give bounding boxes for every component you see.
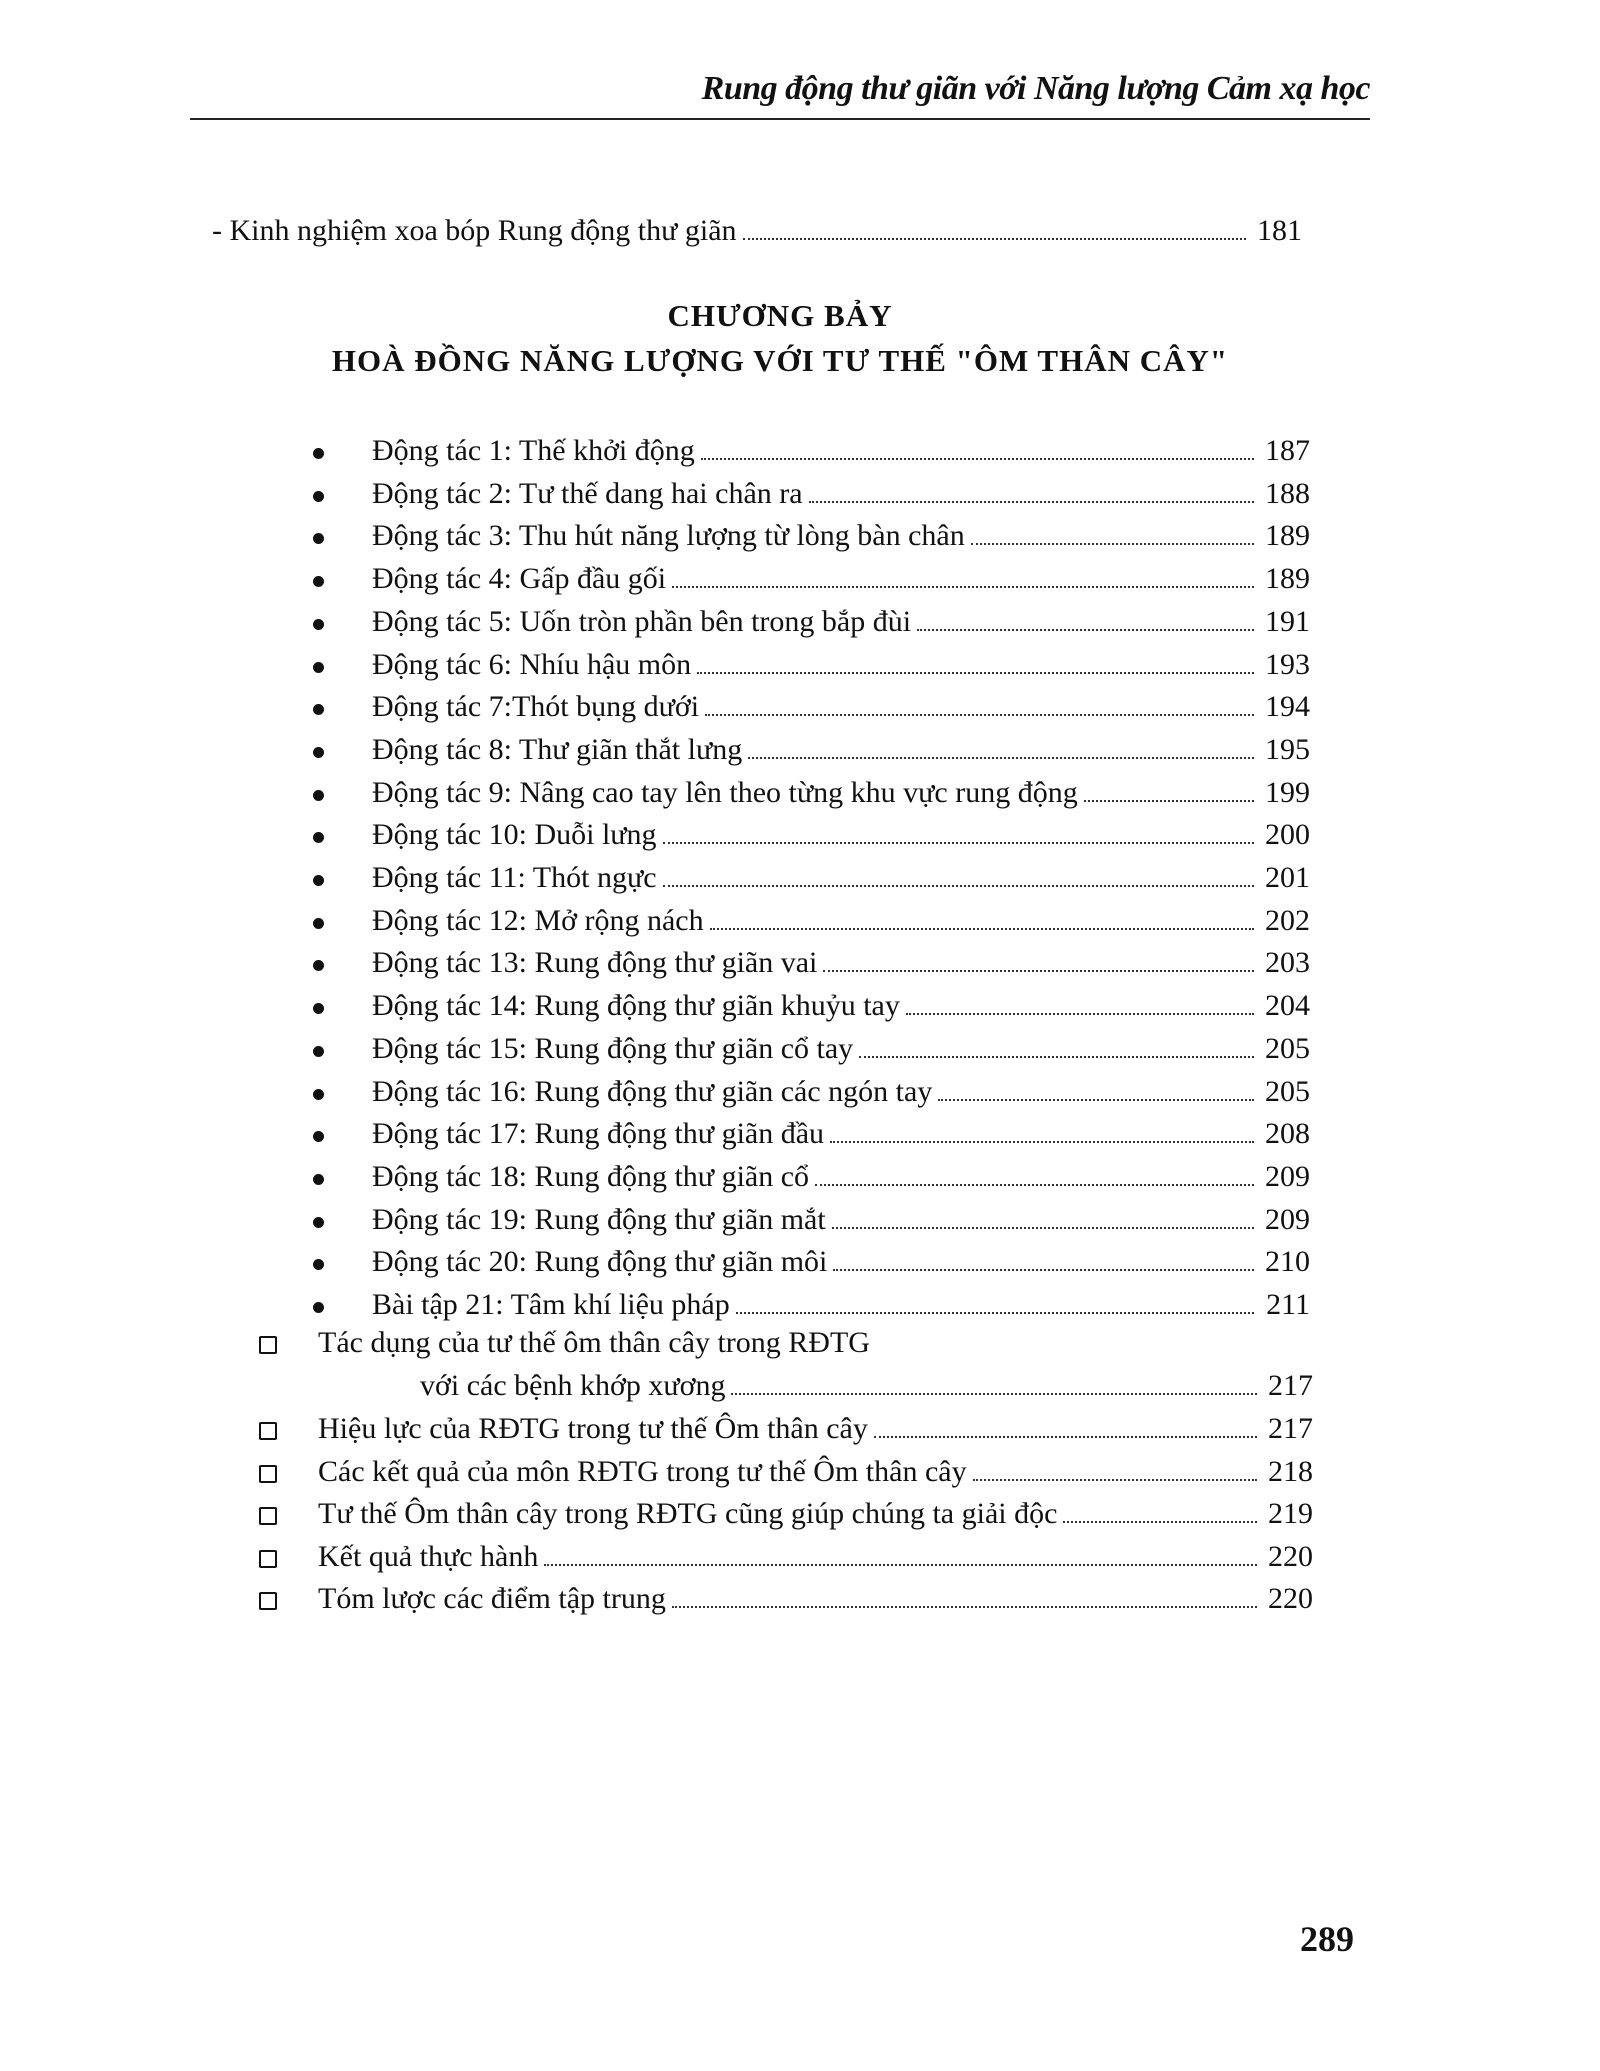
toc-entry <box>372 1075 1310 1109</box>
toc-entry-page: 187 <box>1265 434 1310 467</box>
running-header: Rung động thư giãn với Năng lượng Cảm xạ học <box>701 70 1370 107</box>
toc-entry-label: Động tác 1: Thế khởi động <box>372 434 695 467</box>
chapter-number-title: CHƯƠNG BẢY <box>667 298 893 333</box>
toc-entry <box>372 818 1310 852</box>
toc-entry-page: 204 <box>1265 989 1310 1022</box>
toc-entry-page: 220 <box>1268 1540 1313 1573</box>
toc-entry <box>372 434 1310 468</box>
toc-entry <box>372 690 1310 724</box>
page-number: 289 <box>1300 1919 1354 1959</box>
toc-entry <box>372 605 1310 639</box>
bullet-marker <box>313 1003 324 1014</box>
toc-entry-page: 195 <box>1265 733 1310 766</box>
toc-entry-label: với các bệnh khớp xương <box>420 1369 726 1402</box>
bullet-marker <box>313 448 324 459</box>
toc-entry <box>372 1245 1310 1279</box>
toc-entry-label: Kết quả thực hành <box>318 1540 539 1573</box>
dot-leader <box>815 1184 1254 1186</box>
toc-entry-page: 208 <box>1265 1117 1310 1150</box>
toc-entry-page: 199 <box>1265 776 1310 809</box>
toc-entry <box>372 946 1310 980</box>
bullet-marker <box>313 1302 324 1313</box>
toc-entry <box>318 1540 1313 1574</box>
toc-entry <box>372 519 1310 553</box>
dot-leader <box>705 714 1254 716</box>
toc-entry-multiline-second <box>420 1369 1313 1403</box>
toc-entry-label: Động tác 7:Thót bụng dưới <box>372 690 700 723</box>
toc-entry-label: Động tác 4: Gấp đầu gối <box>372 562 667 595</box>
toc-entry-page: 202 <box>1265 904 1310 937</box>
toc-entry <box>318 1582 1313 1616</box>
toc-entry-page: 189 <box>1265 562 1310 595</box>
toc-entry <box>318 1455 1313 1489</box>
checkbox-marker <box>259 1465 277 1483</box>
toc-entry-label: Động tác 2: Tư thế dang hai chân ra <box>372 477 803 510</box>
bullet-marker <box>313 619 324 630</box>
toc-entry-page: 205 <box>1265 1032 1310 1065</box>
toc-entry-label: Động tác 3: Thu hút năng lượng từ lòng bàn chân <box>372 519 965 552</box>
toc-entry <box>372 1160 1310 1194</box>
toc-entry-page: 193 <box>1265 648 1310 681</box>
bullet-marker <box>313 960 324 971</box>
toc-entry-page: 217 <box>1268 1369 1313 1402</box>
dot-leader <box>663 842 1254 844</box>
dot-leader <box>731 1393 1257 1395</box>
toc-entry-label: Động tác 12: Mở rộng nách <box>372 904 704 937</box>
toc-entry <box>372 1203 1310 1237</box>
toc-entry-page: 200 <box>1265 818 1310 851</box>
header-rule <box>190 118 1370 120</box>
bullet-marker <box>313 491 324 502</box>
toc-entry-label: Động tác 18: Rung động thư giãn cổ <box>372 1160 810 1193</box>
checkbox-marker <box>259 1550 277 1568</box>
bullet-marker <box>313 747 324 758</box>
toc-entry-label: Động tác 17: Rung động thư giãn đầu <box>372 1117 825 1150</box>
toc-entry-label: Động tác 13: Rung động thư giãn vai <box>372 946 818 979</box>
toc-entry-page: 211 <box>1266 1288 1310 1321</box>
bullet-marker <box>313 790 324 801</box>
bullet-marker <box>313 918 324 929</box>
bullet-marker <box>313 1131 324 1142</box>
toc-entry <box>372 989 1310 1023</box>
dot-leader <box>710 928 1254 930</box>
toc-entry-label: Bài tập 21: Tâm khí liệu pháp <box>372 1288 730 1321</box>
dot-leader <box>823 970 1254 972</box>
checkbox-marker <box>259 1422 277 1440</box>
toc-entry <box>318 1497 1313 1531</box>
toc-entry-page: 220 <box>1268 1582 1313 1615</box>
dot-leader <box>743 238 1246 240</box>
dot-leader <box>830 1141 1254 1143</box>
dot-leader <box>1063 1521 1257 1523</box>
toc-entry-page: 203 <box>1265 946 1310 979</box>
toc-entry-page: 218 <box>1268 1455 1313 1488</box>
dot-leader <box>748 757 1254 759</box>
bullet-marker <box>313 832 324 843</box>
bullet-marker <box>313 576 324 587</box>
bullet-marker <box>313 1174 324 1185</box>
dot-leader <box>938 1099 1254 1101</box>
toc-entry <box>372 861 1310 895</box>
chapter-title: HOÀ ĐỒNG NĂNG LƯỢNG VỚI TƯ THẾ "ÔM THÂN CÂY" <box>331 343 1229 378</box>
checkbox-marker <box>259 1507 277 1525</box>
toc-entry-page: 188 <box>1265 477 1310 510</box>
dot-leader <box>1084 800 1254 802</box>
toc-entry <box>372 776 1310 810</box>
dot-leader <box>736 1312 1254 1314</box>
bullet-marker <box>313 1089 324 1100</box>
toc-entry-page: 217 <box>1268 1412 1313 1445</box>
toc-entry-label: Động tác 16: Rung động thư giãn các ngón tay <box>372 1075 933 1108</box>
toc-entry-label: Động tác 14: Rung động thư giãn khuỷu tay <box>372 989 900 1022</box>
bullet-marker <box>313 533 324 544</box>
dot-leader <box>833 1269 1254 1271</box>
toc-entry-label: Các kết quả của môn RĐTG trong tư thế Ôm thân cây <box>318 1455 967 1488</box>
toc-entry-label: Hiệu lực của RĐTG trong tư thế Ôm thân cây <box>318 1412 868 1445</box>
toc-entry <box>372 562 1310 596</box>
toc-entry-page: 219 <box>1268 1497 1313 1530</box>
toc-entry-page: 191 <box>1265 605 1310 638</box>
toc-entry-label: Động tác 6: Nhíu hậu môn <box>372 648 692 681</box>
toc-entry-label: Động tác 20: Rung động thư giãn môi <box>372 1245 828 1278</box>
toc-entry <box>372 1117 1310 1151</box>
toc-entry <box>372 733 1310 767</box>
bullet-marker <box>313 1217 324 1228</box>
toc-entry-label: - Kinh nghiệm xoa bóp Rung động thư giãn <box>212 214 737 247</box>
toc-entry-page: 181 <box>1257 214 1302 247</box>
bullet-marker <box>313 1259 324 1270</box>
dot-leader <box>917 629 1254 631</box>
bullet-marker <box>313 704 324 715</box>
toc-entry-page: 209 <box>1265 1160 1310 1193</box>
toc-entry-page: 189 <box>1265 519 1310 552</box>
dot-leader <box>672 586 1254 588</box>
dot-leader <box>971 543 1254 545</box>
toc-entry-label: Động tác 8: Thư giãn thắt lưng <box>372 733 743 766</box>
toc-entry-label: Tóm lược các điểm tập trung <box>318 1582 666 1615</box>
toc-entry-label: Động tác 15: Rung động thư giãn cổ tay <box>372 1032 854 1065</box>
toc-entry-page: 205 <box>1265 1075 1310 1108</box>
dot-leader <box>672 1606 1257 1608</box>
toc-entry-label: Động tác 19: Rung động thư giãn mắt <box>372 1203 826 1236</box>
toc-entry-label: Động tác 5: Uốn tròn phần bên trong bắp đùi <box>372 605 912 638</box>
toc-entry-label: Tư thế Ôm thân cây trong RĐTG cũng giúp chúng ta giải độc <box>318 1497 1058 1530</box>
toc-entry <box>372 1032 1310 1066</box>
dot-leader <box>859 1056 1254 1058</box>
checkbox-marker <box>259 1592 277 1610</box>
dot-leader <box>663 885 1254 887</box>
toc-entry-label: Động tác 11: Thót ngực <box>372 861 657 894</box>
toc-entry <box>318 1412 1313 1446</box>
bullet-marker <box>313 1046 324 1057</box>
toc-entry <box>372 477 1310 511</box>
dot-leader <box>832 1227 1254 1229</box>
bullet-marker <box>313 875 324 886</box>
toc-entry <box>372 1288 1310 1322</box>
toc-entry-label: Động tác 10: Duỗi lưng <box>372 818 657 851</box>
checkbox-marker <box>259 1336 277 1354</box>
dot-leader <box>544 1564 1257 1566</box>
toc-entry-label: Động tác 9: Nâng cao tay lên theo từng khu vực rung động <box>372 776 1078 809</box>
dot-leader <box>697 672 1254 674</box>
toc-entry-intro <box>212 214 1302 248</box>
toc-entry-page: 201 <box>1265 861 1310 894</box>
toc-entry-page: 194 <box>1265 690 1310 723</box>
bullet-marker <box>313 662 324 673</box>
dot-leader <box>701 458 1254 460</box>
toc-entry <box>372 904 1310 938</box>
dot-leader <box>973 1479 1257 1481</box>
dot-leader <box>906 1013 1254 1015</box>
dot-leader <box>809 501 1254 503</box>
toc-entry-page: 209 <box>1265 1203 1310 1236</box>
toc-entry <box>372 648 1310 682</box>
toc-entry-multiline-first: Tác dụng của tư thế ôm thân cây trong RĐTG <box>318 1326 870 1359</box>
toc-entry-page: 210 <box>1265 1245 1310 1278</box>
dot-leader <box>874 1436 1257 1438</box>
